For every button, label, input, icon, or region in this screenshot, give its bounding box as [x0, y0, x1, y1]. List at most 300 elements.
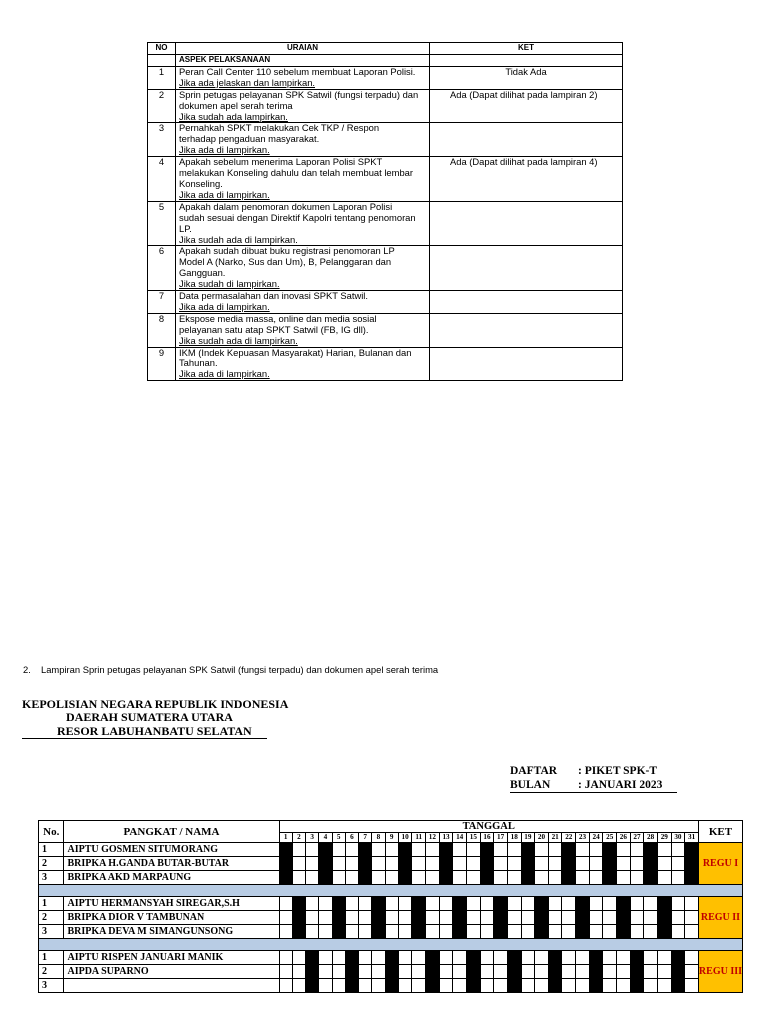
day-number: 2 [292, 833, 305, 843]
off-cell [426, 843, 440, 857]
off-cell [494, 979, 508, 993]
day-number: 18 [507, 833, 521, 843]
off-cell [319, 925, 332, 939]
off-cell [319, 951, 332, 965]
off-cell [617, 965, 631, 979]
duty-cell [548, 965, 562, 979]
description-line: Ekspose media massa, online dan media sosial [179, 312, 377, 324]
row-note: Jika ada di lampirkan. [179, 368, 270, 380]
member-name: AIPTU RISPEN JANUARI MANIK [64, 951, 279, 965]
duty-cell [292, 925, 305, 939]
off-cell [372, 951, 385, 965]
duty-cell [644, 843, 658, 857]
description-line: Apakah dalam penomoran dokumen Laporan Polisi [179, 200, 393, 212]
off-cell [657, 979, 671, 993]
duty-cell [617, 897, 631, 911]
off-cell [548, 911, 562, 925]
off-cell [644, 965, 658, 979]
off-cell [306, 897, 319, 911]
off-cell [292, 965, 305, 979]
letterhead-line-1: KEPOLISIAN NEGARA REPUBLIK INDONESIA [22, 697, 289, 711]
day-number: 11 [412, 833, 426, 843]
day-number: 14 [453, 833, 467, 843]
off-cell [426, 857, 440, 871]
off-cell [412, 857, 426, 871]
duty-cell [480, 857, 494, 871]
off-cell [412, 965, 426, 979]
off-cell [617, 857, 631, 871]
day-number: 9 [385, 833, 398, 843]
off-cell [398, 925, 412, 939]
off-cell [644, 897, 658, 911]
day-number: 12 [426, 833, 440, 843]
off-cell [372, 843, 385, 857]
daftar-value: : PIKET SPK-T [578, 765, 658, 777]
group-separator [39, 939, 743, 951]
off-cell [630, 897, 644, 911]
off-cell [562, 897, 576, 911]
duty-cell [398, 857, 412, 871]
duty-cell [279, 843, 292, 857]
off-cell [685, 897, 699, 911]
row-number: 1 [148, 66, 176, 89]
off-cell [671, 843, 685, 857]
group-label: REGU II [698, 897, 742, 939]
checklist-row [148, 66, 623, 89]
row-description [176, 123, 430, 157]
off-cell [617, 951, 631, 965]
member-name: AIPTU HERMANSYAH SIREGAR,S.H [64, 897, 279, 911]
duty-cell [426, 979, 440, 993]
off-cell [535, 843, 549, 857]
off-cell [292, 843, 305, 857]
description-line: sudah sesuai dengan Direktif Kapolri tentang penomoran [179, 211, 416, 223]
duty-cell [453, 897, 467, 911]
off-cell [279, 979, 292, 993]
checklist-row [148, 201, 623, 246]
bulan-value: : JANUARI 2023 [578, 779, 663, 791]
duty-cell [359, 857, 372, 871]
duty-cell [507, 951, 521, 965]
row-note: Jika sudah ada di lampirkan. [179, 233, 298, 245]
roster-row [39, 897, 743, 911]
duty-roster-table [38, 820, 743, 993]
roster-row [39, 857, 743, 871]
off-cell [385, 911, 398, 925]
off-cell [453, 965, 467, 979]
off-cell [521, 979, 535, 993]
off-cell [426, 911, 440, 925]
duty-cell [671, 979, 685, 993]
row-description [176, 66, 430, 89]
off-cell [671, 857, 685, 871]
off-cell [439, 925, 453, 939]
description-line: Pernahkah SPKT melakukan Cek TKP / Respon [179, 122, 380, 134]
off-cell [345, 843, 358, 857]
day-number: 29 [657, 833, 671, 843]
duty-cell [685, 871, 699, 885]
off-cell [535, 857, 549, 871]
member-number: 3 [39, 925, 64, 939]
roster-row [39, 843, 743, 857]
off-cell [412, 951, 426, 965]
description-line: pelayanan satu atap SPKT Satwil (FB, IG dll). [179, 323, 369, 335]
row-note: Jika ada jelaskan dan lampirkan. [179, 76, 316, 88]
off-cell [359, 951, 372, 965]
off-cell [332, 979, 345, 993]
off-cell [319, 979, 332, 993]
row-number: 4 [148, 157, 176, 202]
letterhead-line-2: DAERAH SUMATERA UTARA [66, 710, 233, 724]
duty-cell [372, 911, 385, 925]
row-note: Jika ada di lampirkan. [179, 144, 270, 156]
member-number: 3 [39, 871, 64, 885]
duty-cell [345, 965, 358, 979]
off-cell [644, 911, 658, 925]
off-cell [685, 911, 699, 925]
off-cell [507, 843, 521, 857]
duty-cell [589, 951, 603, 965]
caption-text: Lampiran Sprin petugas pelayanan SPK Satwil (fungsi terpadu) dan dokumen apel serah terima [41, 664, 439, 675]
duty-cell [521, 857, 535, 871]
off-cell [332, 951, 345, 965]
roster-row [39, 925, 743, 939]
bulan-label: BULAN [510, 779, 551, 791]
row-description [176, 89, 430, 123]
col-header-ket: KET [430, 43, 623, 55]
day-number: 10 [398, 833, 412, 843]
duty-cell [439, 857, 453, 871]
off-cell [548, 871, 562, 885]
description-line: Data permasalahan dan inovasi SPKT Satwil. [179, 290, 368, 302]
checklist-header-row [148, 43, 623, 55]
off-cell [292, 951, 305, 965]
duty-cell [398, 843, 412, 857]
off-cell [345, 871, 358, 885]
off-cell [292, 979, 305, 993]
off-cell [562, 911, 576, 925]
duty-cell [306, 965, 319, 979]
row-description [176, 246, 430, 291]
day-number: 28 [644, 833, 658, 843]
off-cell [385, 843, 398, 857]
col-header-uraian: URAIAN [176, 43, 430, 55]
row-note: Jika sudah ada di lampirkan. [179, 334, 298, 346]
off-cell [644, 979, 658, 993]
duty-cell [494, 897, 508, 911]
checklist-body [148, 55, 623, 381]
description-line: Apakah sebelum menerima Laporan Polisi SPKT [179, 156, 383, 168]
duty-cell [630, 965, 644, 979]
off-cell [562, 925, 576, 939]
off-cell [671, 911, 685, 925]
row-number: 9 [148, 347, 176, 381]
off-cell [345, 925, 358, 939]
description-line: melakukan Konseling dahulu dan telah membuat lembar [179, 167, 413, 179]
off-cell [630, 871, 644, 885]
duty-cell [507, 979, 521, 993]
off-cell [398, 911, 412, 925]
off-cell [359, 965, 372, 979]
duty-cell [494, 911, 508, 925]
day-number: 27 [630, 833, 644, 843]
off-cell [467, 857, 481, 871]
roster-header-no: No. [39, 821, 64, 843]
member-number: 1 [39, 897, 64, 911]
off-cell [372, 965, 385, 979]
day-number: 5 [332, 833, 345, 843]
off-cell [453, 979, 467, 993]
off-cell [453, 843, 467, 857]
day-number: 1 [279, 833, 292, 843]
description-line: dokumen apel serah terima [179, 99, 293, 111]
roster-row [39, 965, 743, 979]
meta-bulan [510, 779, 677, 793]
off-cell [332, 871, 345, 885]
off-cell [480, 951, 494, 965]
off-cell [412, 843, 426, 857]
duty-cell [439, 843, 453, 857]
row-number: 5 [148, 201, 176, 246]
off-cell [306, 871, 319, 885]
day-number: 31 [685, 833, 699, 843]
off-cell [359, 979, 372, 993]
duty-cell [576, 897, 590, 911]
row-note: Jika sudah ada lampirkan. [179, 110, 288, 122]
off-cell [589, 911, 603, 925]
off-cell [439, 897, 453, 911]
day-number: 16 [480, 833, 494, 843]
off-cell [657, 965, 671, 979]
off-cell [535, 979, 549, 993]
off-cell [345, 897, 358, 911]
off-cell [398, 897, 412, 911]
duty-cell [644, 871, 658, 885]
off-cell [306, 925, 319, 939]
duty-cell [494, 925, 508, 939]
off-cell [617, 843, 631, 857]
off-cell [480, 979, 494, 993]
duty-cell [279, 871, 292, 885]
off-cell [439, 951, 453, 965]
off-cell [332, 965, 345, 979]
description-line: Konseling. [179, 177, 223, 189]
duty-cell [412, 911, 426, 925]
duty-cell [644, 857, 658, 871]
off-cell [467, 911, 481, 925]
off-cell [439, 911, 453, 925]
duty-cell [535, 925, 549, 939]
off-cell [535, 951, 549, 965]
off-cell [603, 951, 617, 965]
off-cell [521, 897, 535, 911]
off-cell [494, 951, 508, 965]
description-line: Tahunan. [179, 357, 218, 369]
off-cell [345, 857, 358, 871]
checklist-table [147, 42, 623, 381]
roster-row [39, 871, 743, 885]
off-cell [319, 965, 332, 979]
day-number: 13 [439, 833, 453, 843]
row-ket: Ada (Dapat dilihat pada lampiran 4) [430, 157, 623, 202]
roster-row [39, 911, 743, 925]
day-number: 7 [359, 833, 372, 843]
duty-cell [426, 951, 440, 965]
off-cell [521, 965, 535, 979]
off-cell [685, 925, 699, 939]
duty-cell [562, 871, 576, 885]
day-number: 24 [589, 833, 603, 843]
duty-cell [385, 979, 398, 993]
duty-cell [467, 951, 481, 965]
duty-cell [671, 965, 685, 979]
off-cell [617, 871, 631, 885]
off-cell [521, 951, 535, 965]
duty-cell [535, 897, 549, 911]
off-cell [657, 857, 671, 871]
row-ket [430, 313, 623, 347]
off-cell [657, 871, 671, 885]
letterhead-line-3: RESOR LABUHANBATU SELATAN [22, 725, 267, 739]
duty-cell [372, 897, 385, 911]
duty-cell [412, 897, 426, 911]
row-description [176, 201, 430, 246]
off-cell [453, 871, 467, 885]
checklist-row [148, 246, 623, 291]
row-description [176, 347, 430, 381]
day-number: 6 [345, 833, 358, 843]
off-cell [292, 857, 305, 871]
duty-cell [359, 843, 372, 857]
off-cell [671, 897, 685, 911]
member-name: BRIPKA AKD MARPAUNG [64, 871, 279, 885]
duty-cell [332, 911, 345, 925]
off-cell [507, 897, 521, 911]
group-separator [39, 885, 743, 897]
off-cell [494, 965, 508, 979]
off-cell [630, 857, 644, 871]
off-cell [685, 951, 699, 965]
checklist-row [148, 347, 623, 381]
member-name: BRIPKA H.GANDA BUTAR-BUTAR [64, 857, 279, 871]
off-cell [306, 857, 319, 871]
checklist-row [148, 123, 623, 157]
row-ket [430, 123, 623, 157]
row-ket [430, 291, 623, 314]
duty-cell [589, 979, 603, 993]
group-label: REGU III [698, 951, 742, 993]
off-cell [480, 911, 494, 925]
checklist-row [148, 313, 623, 347]
duty-cell [359, 871, 372, 885]
off-cell [385, 871, 398, 885]
off-cell [657, 843, 671, 857]
roster-header-name: PANGKAT / NAMA [64, 821, 279, 843]
off-cell [535, 871, 549, 885]
day-number: 8 [372, 833, 385, 843]
off-cell [306, 911, 319, 925]
roster-header-tanggal: TANGGAL [279, 821, 698, 833]
row-number: 6 [148, 246, 176, 291]
row-ket: Tidak Ada [430, 66, 623, 89]
duty-cell [548, 979, 562, 993]
off-cell [548, 897, 562, 911]
off-cell [507, 925, 521, 939]
duty-cell [480, 843, 494, 857]
roster-header-row [39, 821, 743, 833]
duty-cell [439, 871, 453, 885]
roster-body [39, 843, 743, 993]
off-cell [576, 843, 590, 857]
section-title: ASPEK PELAKSANAAN [176, 55, 430, 67]
off-cell [319, 911, 332, 925]
off-cell [630, 843, 644, 857]
duty-cell [453, 925, 467, 939]
day-number: 23 [576, 833, 590, 843]
checklist-section-row [148, 55, 623, 67]
day-number: 22 [562, 833, 576, 843]
duty-cell [562, 857, 576, 871]
duty-cell [319, 857, 332, 871]
off-cell [507, 871, 521, 885]
off-cell [453, 951, 467, 965]
off-cell [562, 951, 576, 965]
row-number: 2 [148, 89, 176, 123]
off-cell [398, 979, 412, 993]
day-number: 26 [617, 833, 631, 843]
daftar-label: DAFTAR [510, 765, 558, 777]
duty-cell [467, 965, 481, 979]
duty-cell [306, 979, 319, 993]
row-number: 8 [148, 313, 176, 347]
off-cell [617, 979, 631, 993]
description-line: Peran Call Center 110 sebelum membuat Laporan Polisi. [179, 65, 416, 77]
off-cell [467, 925, 481, 939]
off-cell [439, 979, 453, 993]
row-note: Jika sudah di lampirkan. [179, 278, 280, 290]
day-number: 4 [319, 833, 332, 843]
duty-cell [603, 857, 617, 871]
off-cell [332, 843, 345, 857]
roster-row [39, 951, 743, 965]
duty-cell [319, 843, 332, 857]
checklist-row [148, 89, 623, 123]
duty-cell [576, 925, 590, 939]
off-cell [535, 965, 549, 979]
duty-cell [507, 965, 521, 979]
row-note: Jika ada di lampirkan. [179, 188, 270, 200]
duty-cell [279, 857, 292, 871]
duty-cell [589, 965, 603, 979]
row-number: 7 [148, 291, 176, 314]
duty-cell [332, 897, 345, 911]
attachment-caption [23, 664, 438, 675]
off-cell [439, 965, 453, 979]
duty-cell [372, 925, 385, 939]
off-cell [521, 925, 535, 939]
off-cell [589, 871, 603, 885]
duty-cell [617, 911, 631, 925]
off-cell [657, 951, 671, 965]
duty-cell [630, 951, 644, 965]
duty-cell [617, 925, 631, 939]
off-cell [426, 925, 440, 939]
roster-header-ket: KET [698, 821, 742, 843]
duty-cell [657, 925, 671, 939]
member-number: 2 [39, 911, 64, 925]
member-name: BRIPKA DIOR V TAMBUNAN [64, 911, 279, 925]
off-cell [426, 871, 440, 885]
